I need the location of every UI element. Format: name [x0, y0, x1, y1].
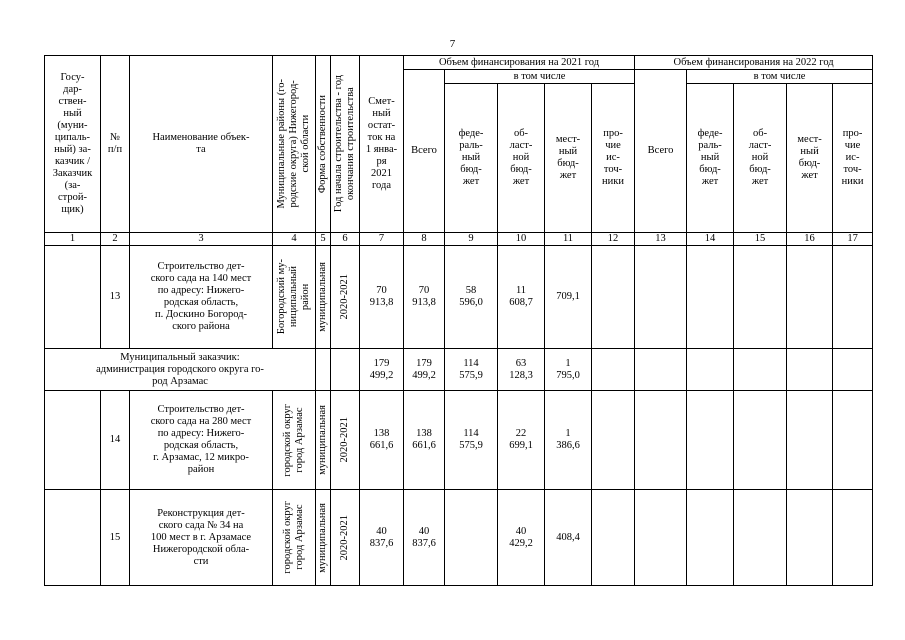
header-object-name: Наименование объек- та [130, 56, 273, 233]
header-local-2022: мест- ный бюд- жет [787, 84, 833, 233]
row-number: 13 [101, 246, 130, 349]
total-2021: 138 661,6 [404, 391, 445, 490]
municipal-district: городской округ город Арзамас [273, 391, 316, 490]
other-2021 [592, 246, 635, 349]
total-2022 [635, 349, 687, 391]
federal-2021 [445, 490, 498, 586]
table-row [45, 391, 873, 490]
object-name: Реконструкция дет- ского сада № 34 на 100 мест в г. Арзамасе Нижегородской обла- сти [130, 490, 273, 586]
column-number: 12 [592, 233, 635, 246]
header-other-2022: про- чие ис- точ- ники [833, 84, 873, 233]
column-number: 4 [273, 233, 316, 246]
header-federal-2022: феде- раль- ный бюд- жет [687, 84, 734, 233]
column-number: 10 [498, 233, 545, 246]
regional-2021: 63 128,3 [498, 349, 545, 391]
local-2022 [787, 246, 833, 349]
total-2021: 179 499,2 [404, 349, 445, 391]
header-fin-2022: Объем финансирования на 2022 год [635, 56, 873, 70]
other-2022 [833, 246, 873, 349]
header-local-2021: мест- ный бюд- жет [545, 84, 592, 233]
regional-2021: 11 608,7 [498, 246, 545, 349]
regional-2022 [734, 391, 787, 490]
header-regional-2021: об- ласт- ной бюд- жет [498, 84, 545, 233]
federal-2022 [687, 349, 734, 391]
total-2021: 40 837,6 [404, 490, 445, 586]
total-2021: 70 913,8 [404, 246, 445, 349]
table-row [45, 349, 873, 391]
ownership-form: муниципальная [316, 246, 331, 349]
regional-2022 [734, 490, 787, 586]
customer-cell [45, 391, 101, 490]
customer-cell [45, 490, 101, 586]
federal-2022 [687, 490, 734, 586]
construction-years: 2020-2021 [331, 246, 360, 349]
header-total-2021: Всего [404, 70, 445, 233]
federal-2022 [687, 391, 734, 490]
construction-years: 2020-2021 [331, 391, 360, 490]
regional-2022 [734, 246, 787, 349]
ownership-form: муниципальная [316, 490, 331, 586]
ownership-form: муниципальная [316, 391, 331, 490]
header-federal-2021: федe- раль- ный бюд- жет [445, 84, 498, 233]
column-number: 17 [833, 233, 873, 246]
page-number: 7 [449, 38, 456, 50]
column-number: 15 [734, 233, 787, 246]
column-number: 8 [404, 233, 445, 246]
total-2022 [635, 490, 687, 586]
local-2021: 1 386,6 [545, 391, 592, 490]
header-balance: Смет- ный остат- ток на 1 янва- ря 2021 года [360, 56, 404, 233]
object-name: Строительство дет- ского сада на 280 мест по адресу: Нижего- родская область, г. Арзамас, 12 микро- район [130, 391, 273, 490]
header-including-2021: в том числе [445, 70, 635, 84]
other-2021 [592, 490, 635, 586]
federal-2022 [687, 246, 734, 349]
table-row [45, 490, 873, 586]
header-including-2022: в том числе [687, 70, 873, 84]
column-number: 2 [101, 233, 130, 246]
header-municipal: Муниципальные районы (го- родские округа) Нижегород- ской области [273, 56, 316, 233]
header-years: Год начала строительства - год окончания строительства [331, 56, 360, 233]
header-total-2022: Всего [635, 70, 687, 233]
header-ownership: Форма собственности [316, 56, 331, 233]
estimated-balance: 70 913,8 [360, 246, 404, 349]
federal-2021: 114 575,9 [445, 391, 498, 490]
other-2022 [833, 349, 873, 391]
total-2022 [635, 391, 687, 490]
estimated-balance: 138 661,6 [360, 391, 404, 490]
object-name: Строительство дет- ского сада на 140 мест по адресу: Нижего- родская область, п. Доскино Богород- ского района [130, 246, 273, 349]
other-2021 [592, 349, 635, 391]
local-2022 [787, 391, 833, 490]
column-number: 14 [687, 233, 734, 246]
other-2021 [592, 391, 635, 490]
federal-2021: 114 575,9 [445, 349, 498, 391]
total-2022 [635, 246, 687, 349]
financing-table [44, 55, 873, 586]
estimated-balance: 40 837,6 [360, 490, 404, 586]
column-numbers-row [45, 233, 873, 246]
row-number: 14 [101, 391, 130, 490]
other-2022 [833, 391, 873, 490]
local-2021: 709,1 [545, 246, 592, 349]
estimated-balance: 179 499,2 [360, 349, 404, 391]
column-number: 1 [45, 233, 101, 246]
customer-cell [45, 246, 101, 349]
header-customer: Госу- дар- ствен- ный (муни- ципаль- ный) за- казчик / Заказчик (за- строй- щик) [45, 56, 101, 233]
ownership-form [316, 349, 331, 391]
column-number: 16 [787, 233, 833, 246]
local-2022 [787, 349, 833, 391]
header-other-2021: про- чие ис- точ- ники [592, 84, 635, 233]
table-row [45, 246, 873, 349]
municipal-district: Богородский му- ниципальный район [273, 246, 316, 349]
column-number: 5 [316, 233, 331, 246]
row-number: 15 [101, 490, 130, 586]
construction-years [331, 349, 360, 391]
local-2021: 1 795,0 [545, 349, 592, 391]
local-2022 [787, 490, 833, 586]
municipal-district: городской округ город Арзамас [273, 490, 316, 586]
header-num: № п/п [101, 56, 130, 233]
column-number: 6 [331, 233, 360, 246]
regional-2022 [734, 349, 787, 391]
column-number: 11 [545, 233, 592, 246]
column-number: 9 [445, 233, 498, 246]
regional-2021: 22 699,1 [498, 391, 545, 490]
column-number: 3 [130, 233, 273, 246]
construction-years: 2020-2021 [331, 490, 360, 586]
regional-2021: 40 429,2 [498, 490, 545, 586]
column-number: 7 [360, 233, 404, 246]
local-2021: 408,4 [545, 490, 592, 586]
header-fin-2021: Объем финансирования на 2021 год [404, 56, 635, 70]
other-2022 [833, 490, 873, 586]
municipal-customer-heading: Муниципальный заказчик: администрация городского округа го- род Арзамас [45, 349, 316, 391]
header-regional-2022: об- ласт- ной бюд- жет [734, 84, 787, 233]
federal-2021: 58 596,0 [445, 246, 498, 349]
column-number: 13 [635, 233, 687, 246]
